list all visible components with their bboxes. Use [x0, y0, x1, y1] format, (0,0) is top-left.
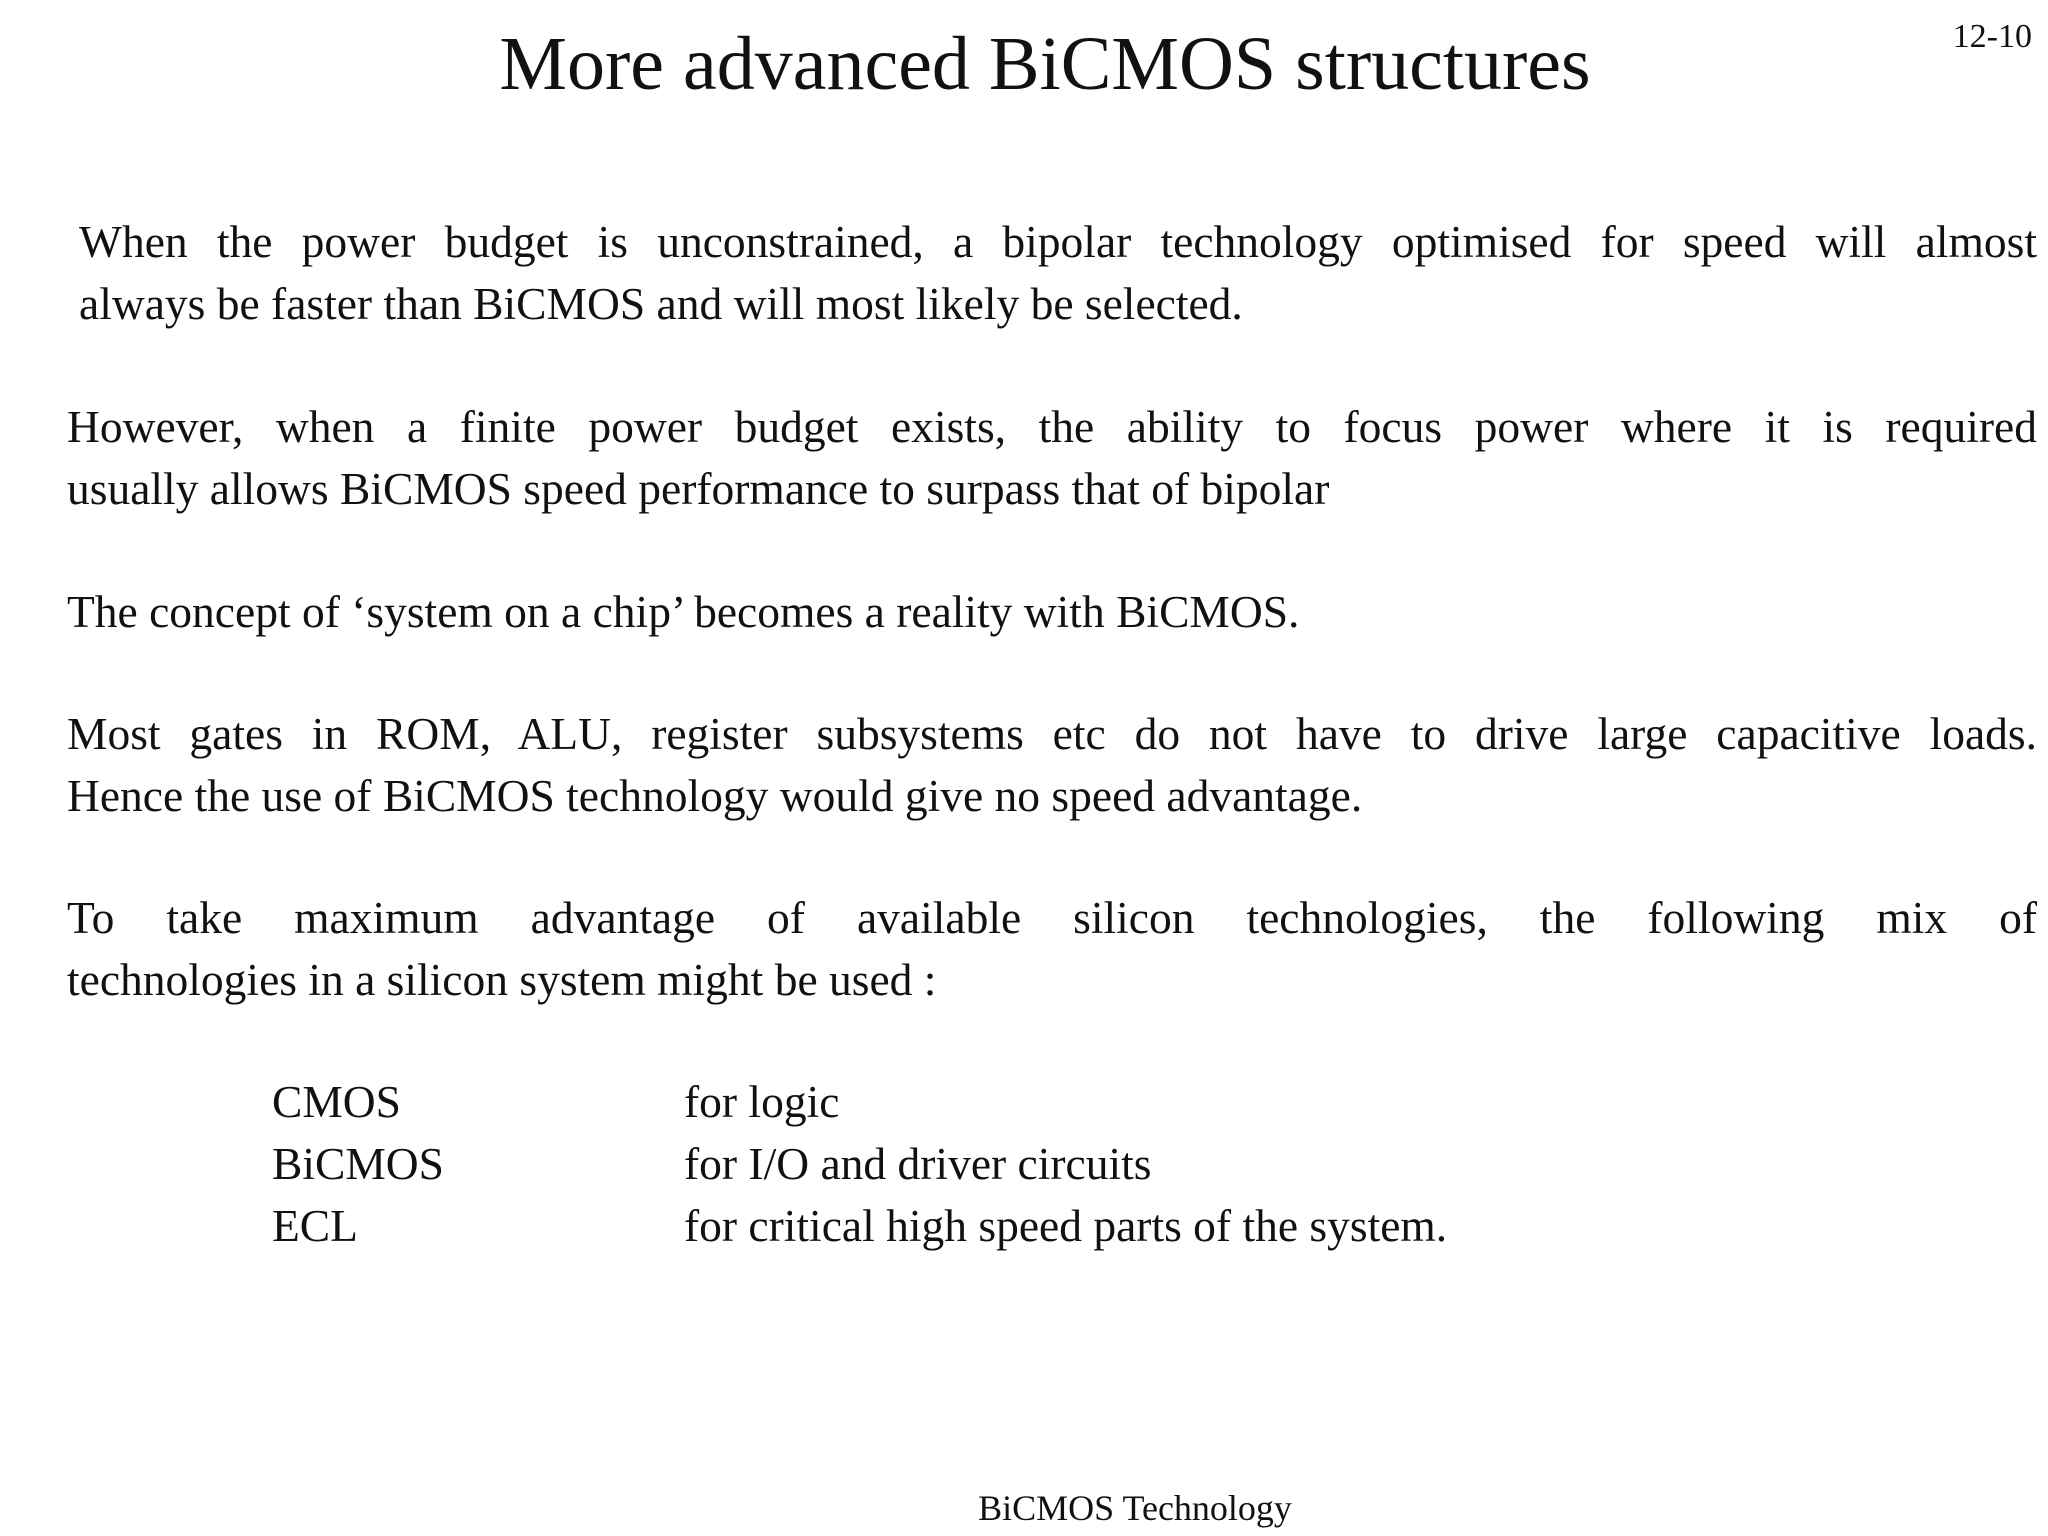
list-item [272, 1195, 1447, 1257]
paragraph-line: usually allows BiCMOS speed performance to surpass that of bipolar [67, 463, 1330, 514]
technology-name: BiCMOS [272, 1138, 444, 1189]
page-number: 12-10 [1952, 18, 2032, 55]
paragraph-most-gates [67, 703, 2037, 827]
paragraph-finite-power-budget [67, 396, 2037, 520]
paragraph-power-budget-unconstrained [67, 211, 2037, 335]
paragraph-technology-mix-intro [67, 887, 2037, 1011]
technology-use: for logic [684, 1076, 840, 1127]
paragraph-line: The concept of ‘system on a chip’ becomes a reality with BiCMOS. [67, 586, 1300, 637]
paragraph-line: However, when a finite power budget exists, the ability to focus power where it is required [67, 401, 2037, 452]
paragraph-line: Most gates in ROM, ALU, register subsystems etc do not have to drive large capacitive loads. [67, 708, 2037, 759]
paragraph-system-on-chip [67, 581, 2037, 643]
list-item [272, 1133, 1447, 1195]
slide-title: More advanced BiCMOS structures [499, 22, 1591, 106]
technology-mix-list [272, 1071, 1447, 1257]
technology-name: ECL [272, 1200, 358, 1251]
list-item [272, 1071, 1447, 1133]
paragraph-line: Hence the use of BiCMOS technology would give no speed advantage. [67, 770, 1363, 821]
technology-use: for I/O and driver circuits [684, 1138, 1152, 1189]
technology-use: for critical high speed parts of the system. [684, 1200, 1448, 1251]
paragraph-line: To take maximum advantage of available silicon technologies, the following mix of [67, 892, 2037, 943]
paragraph-line: When the power budget is unconstrained, a bipolar technology optimised for speed will almost [79, 216, 2037, 267]
paragraph-line: technologies in a silicon system might be used : [67, 954, 937, 1005]
slide-footer: BiCMOS Technology [978, 1488, 1292, 1528]
technology-name: CMOS [272, 1076, 401, 1127]
paragraph-line: always be faster than BiCMOS and will most likely be selected. [79, 278, 1243, 329]
